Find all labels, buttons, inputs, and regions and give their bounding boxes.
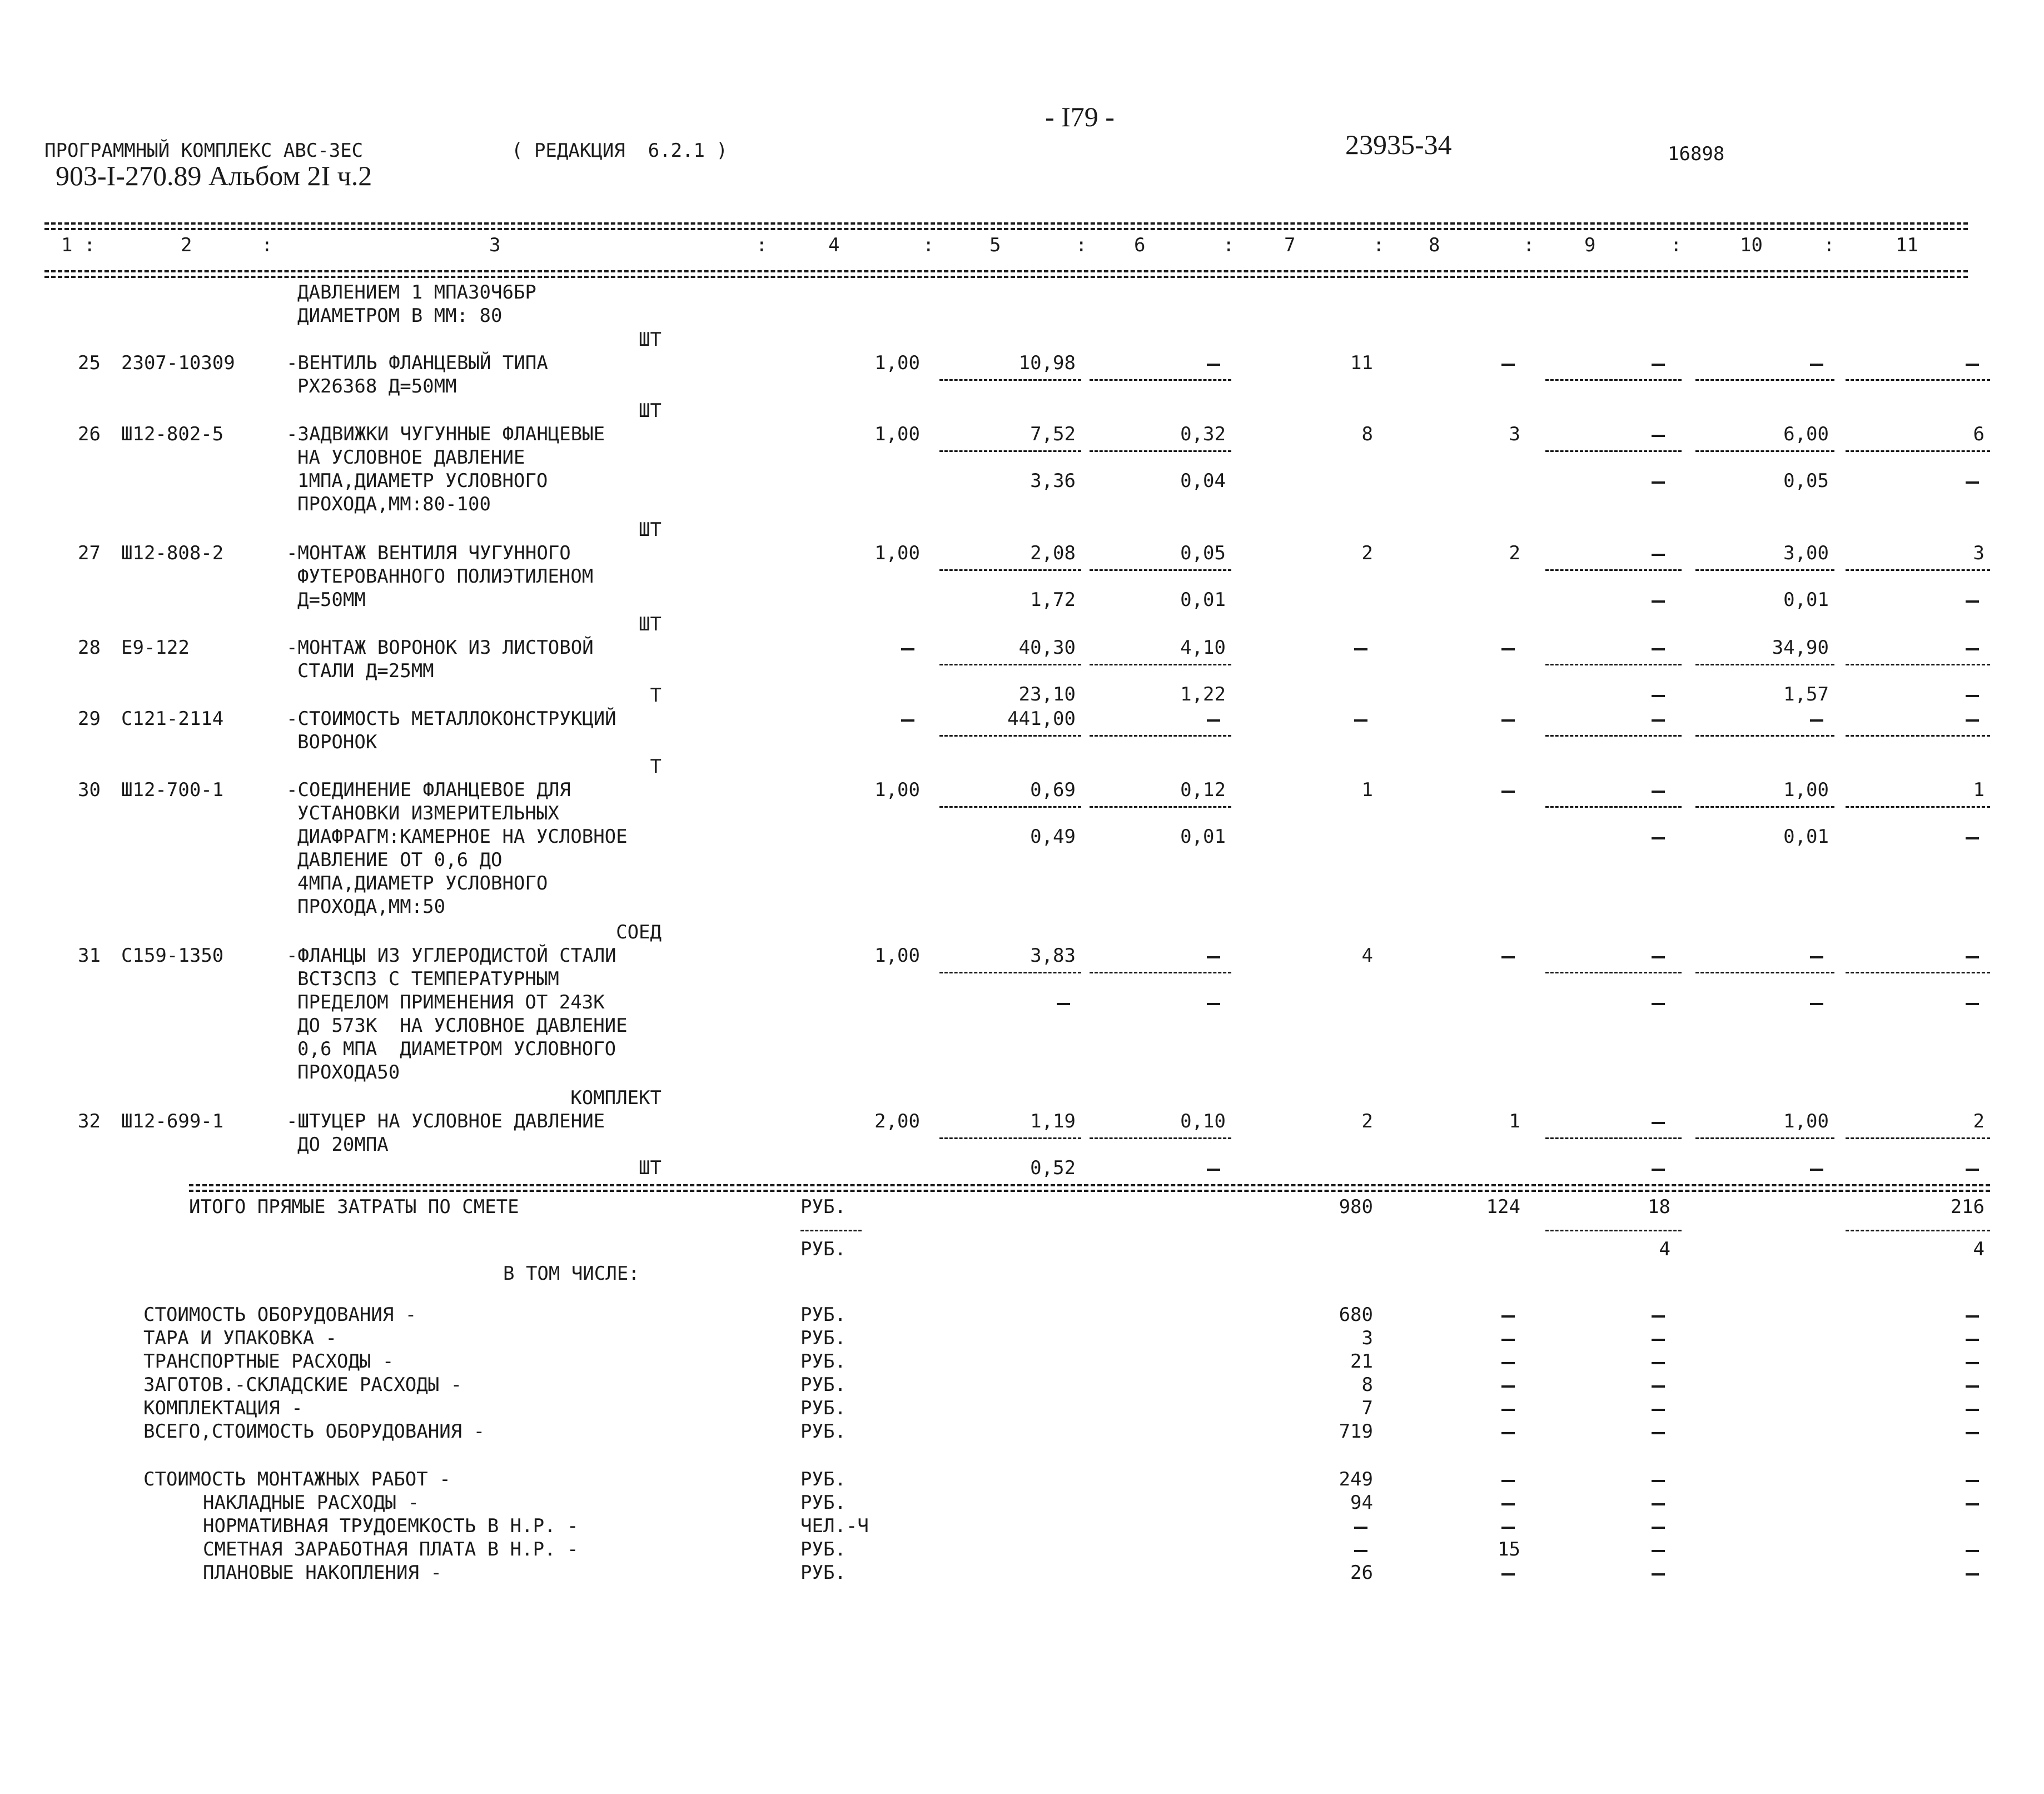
summary-labor-dash bbox=[1966, 1480, 1979, 1482]
total-machine-dash bbox=[1652, 435, 1665, 437]
total-machine-wages-dash bbox=[1652, 1169, 1665, 1171]
column-number: 11 bbox=[1896, 234, 1918, 256]
column-number: 2 bbox=[181, 234, 192, 256]
fraction-rule bbox=[1545, 1230, 1682, 1231]
fraction-rule bbox=[1846, 972, 1990, 973]
header-rule-bottom bbox=[44, 270, 1968, 272]
item-description: -СОЕДИНЕНИЕ ФЛАНЦЕВОЕ ДЛЯ bbox=[286, 779, 571, 801]
rate-code: Ш12-808-2 bbox=[121, 542, 224, 564]
labor-machine-total-dash bbox=[1966, 695, 1979, 697]
summary-labor-dash bbox=[1966, 1550, 1979, 1552]
unit-wages: 23,10 bbox=[1018, 683, 1076, 705]
unit-cost-total: 0,69 bbox=[1030, 779, 1076, 801]
fraction-rule bbox=[800, 1230, 862, 1231]
item-description: РХ26368 Д=50ММ bbox=[297, 375, 457, 397]
fraction-rule bbox=[939, 1137, 1081, 1139]
fraction-rule bbox=[1695, 1137, 1834, 1139]
column-number: 10 bbox=[1740, 234, 1763, 256]
total-wages-dash bbox=[1501, 956, 1515, 958]
unit-cost-total: 7,52 bbox=[1030, 423, 1076, 445]
summary-wages-dash bbox=[1501, 1573, 1515, 1576]
item-description: ФУТЕРОВАННОГО ПОЛИЭТИЛЕНОМ bbox=[297, 565, 594, 588]
item-number: 29 bbox=[78, 708, 101, 730]
total-machine-dash bbox=[1652, 1122, 1665, 1124]
item-description: 0,6 МПА ДИАМЕТРОМ УСЛОВНОГО bbox=[297, 1038, 616, 1060]
totals-unit: РУБ. bbox=[800, 1196, 846, 1218]
fraction-rule bbox=[1695, 569, 1834, 571]
summary-unit: РУБ. bbox=[800, 1350, 846, 1373]
labor-machine-unit: 0,05 bbox=[1783, 470, 1829, 492]
item-description: ДИАФРАГМ:КАМЕРНОЕ НА УСЛОВНОЕ bbox=[297, 826, 628, 848]
totals-machine: 18 bbox=[1648, 1196, 1670, 1218]
summary-label: КОМПЛЕКТАЦИЯ - bbox=[143, 1397, 303, 1419]
column-number: : bbox=[1823, 234, 1835, 256]
item-description: -ВЕНТИЛЬ ФЛАНЦЕВЫЙ ТИПА bbox=[286, 352, 548, 374]
column-number: : bbox=[1076, 234, 1087, 256]
item-number: 26 bbox=[78, 423, 101, 445]
labor-unit: 6,00 bbox=[1783, 423, 1829, 445]
header-rule-bottom-2 bbox=[44, 276, 1968, 278]
labor-machine-unit: 0,01 bbox=[1783, 826, 1829, 848]
item-description: -ФЛАНЦЫ ИЗ УГЛЕРОДИСТОЙ СТАЛИ bbox=[286, 945, 616, 967]
summary-cost: 26 bbox=[1350, 1562, 1373, 1584]
fraction-rule bbox=[1090, 569, 1231, 571]
summary-unit: РУБ. bbox=[800, 1397, 846, 1419]
summary-machine-dash bbox=[1652, 1527, 1665, 1529]
summary-unit: РУБ. bbox=[800, 1304, 846, 1326]
column-number: : bbox=[1523, 234, 1535, 256]
total-wages-dash bbox=[1501, 648, 1515, 650]
fraction-rule bbox=[1545, 450, 1682, 452]
column-number: : bbox=[923, 234, 934, 256]
total-wages: 2 bbox=[1509, 542, 1520, 564]
total-cost: 2 bbox=[1361, 542, 1373, 564]
labor-machine-total-dash bbox=[1966, 1169, 1979, 1171]
item-number: 28 bbox=[78, 637, 101, 659]
total-machine-dash bbox=[1652, 648, 1665, 650]
summary-labor-dash bbox=[1966, 1573, 1979, 1576]
summary-cost: 21 bbox=[1350, 1350, 1373, 1373]
fraction-rule bbox=[939, 806, 1081, 808]
unit-machine-wages: 0,01 bbox=[1180, 589, 1226, 611]
summary-machine-dash bbox=[1652, 1432, 1665, 1434]
labor-unit-dash bbox=[1810, 364, 1823, 366]
fraction-rule bbox=[1846, 379, 1990, 381]
item-description: ПРОХОДА,ММ:80-100 bbox=[297, 493, 491, 515]
total-machine-dash bbox=[1652, 554, 1665, 556]
column-number: 8 bbox=[1429, 234, 1440, 256]
totals-label: ИТОГО ПРЯМЫЕ ЗАТРАТЫ ПО СМЕТЕ bbox=[189, 1196, 519, 1218]
fraction-rule bbox=[1545, 379, 1682, 381]
summary-label: СТОИМОСТЬ МОНТАЖНЫХ РАБОТ - bbox=[143, 1468, 451, 1490]
summary-unit: ЧЕЛ.-Ч bbox=[800, 1515, 869, 1537]
quantity: 1,00 bbox=[874, 542, 920, 564]
column-number: : bbox=[1223, 234, 1235, 256]
item-description: ДИАМЕТРОМ В ММ: 80 bbox=[297, 305, 503, 327]
fraction-rule bbox=[1695, 664, 1834, 665]
item-description: 4МПА,ДИАМЕТР УСЛОВНОГО bbox=[297, 872, 548, 894]
quantity: 1,00 bbox=[874, 945, 920, 967]
total-wages-dash bbox=[1501, 719, 1515, 722]
summary-cost-dash bbox=[1354, 1550, 1367, 1552]
edition-label: ( РЕДАКЦИЯ 6.2.1 ) bbox=[511, 140, 728, 162]
labor-total: 3 bbox=[1973, 542, 1985, 564]
quantity: 2,00 bbox=[874, 1110, 920, 1132]
total-cost: 8 bbox=[1361, 423, 1373, 445]
fraction-rule bbox=[939, 972, 1081, 973]
labor-machine-unit-dash bbox=[1810, 1003, 1823, 1005]
unit-wages: 0,52 bbox=[1030, 1157, 1076, 1179]
column-number: 7 bbox=[1284, 234, 1296, 256]
document-number: 16898 bbox=[1668, 143, 1725, 165]
total-cost: 11 bbox=[1350, 352, 1373, 374]
item-number: 30 bbox=[78, 779, 101, 801]
fraction-rule bbox=[1090, 379, 1231, 381]
rate-code: Ш12-699-1 bbox=[121, 1110, 224, 1132]
item-description: СТАЛИ Д=25ММ bbox=[297, 660, 434, 682]
summary-labor-dash bbox=[1966, 1362, 1979, 1364]
rate-code: С159-1350 bbox=[121, 945, 224, 967]
unit-wages-dash bbox=[1057, 1003, 1070, 1005]
fraction-rule bbox=[1545, 569, 1682, 571]
item-number: 31 bbox=[78, 945, 101, 967]
unit-cost-machine: 0,32 bbox=[1180, 423, 1226, 445]
item-number: 25 bbox=[78, 352, 101, 374]
total-cost-dash bbox=[1354, 719, 1367, 722]
unit-machine-wages-dash bbox=[1207, 1003, 1220, 1005]
labor-total-dash bbox=[1966, 956, 1979, 958]
total-cost: 1 bbox=[1361, 779, 1373, 801]
unit-wages: 3,36 bbox=[1030, 470, 1076, 492]
labor-unit: 1,00 bbox=[1783, 779, 1829, 801]
labor-total: 2 bbox=[1973, 1110, 1985, 1132]
summary-wages-dash bbox=[1501, 1385, 1515, 1388]
labor-machine-unit-dash bbox=[1810, 1169, 1823, 1171]
item-description: ПРОХОДА50 bbox=[297, 1061, 400, 1084]
item-number: 27 bbox=[78, 542, 101, 564]
fraction-rule bbox=[1695, 450, 1834, 452]
unit-label: КОМПЛЕКТ bbox=[570, 1087, 662, 1109]
unit-label: Т bbox=[650, 756, 662, 778]
summary-cost: 7 bbox=[1361, 1397, 1373, 1419]
unit-cost-machine-dash bbox=[1207, 956, 1220, 958]
total-machine-dash bbox=[1652, 791, 1665, 793]
unit-cost-machine: 0,10 bbox=[1180, 1110, 1226, 1132]
column-number: 1 : bbox=[61, 234, 96, 256]
summary-wages-dash bbox=[1501, 1315, 1515, 1318]
document-code: 23935-34 bbox=[1345, 129, 1452, 160]
summary-cost: 94 bbox=[1350, 1492, 1373, 1514]
unit-cost-total: 1,19 bbox=[1030, 1110, 1076, 1132]
total-machine-wages-dash bbox=[1652, 1003, 1665, 1005]
summary-machine-dash bbox=[1652, 1503, 1665, 1505]
fraction-rule bbox=[1846, 569, 1990, 571]
summary-wages-dash bbox=[1501, 1480, 1515, 1482]
total-machine-wages-dash bbox=[1652, 481, 1665, 484]
unit-label: Т bbox=[650, 684, 662, 707]
fraction-rule bbox=[1846, 664, 1990, 665]
total-wages: 3 bbox=[1509, 423, 1520, 445]
unit-label: ШТ bbox=[639, 400, 662, 422]
fraction-rule bbox=[1695, 806, 1834, 808]
fraction-rule bbox=[1545, 972, 1682, 973]
summary-wages-dash bbox=[1501, 1339, 1515, 1341]
labor-total: 1 bbox=[1973, 779, 1985, 801]
summary-cost: 8 bbox=[1361, 1374, 1373, 1396]
rate-code: Е9-122 bbox=[121, 637, 190, 659]
labor-unit-dash bbox=[1810, 956, 1823, 958]
fraction-rule bbox=[1545, 664, 1682, 665]
total-cost: 2 bbox=[1361, 1110, 1373, 1132]
labor-machine-total-dash bbox=[1966, 837, 1979, 839]
unit-cost-machine: 4,10 bbox=[1180, 637, 1226, 659]
summary-unit: РУБ. bbox=[800, 1374, 846, 1396]
item-description: -МОНТАЖ ВЕНТИЛЯ ЧУГУННОГО bbox=[286, 542, 571, 564]
fraction-rule bbox=[1090, 806, 1231, 808]
summary-label: ТРАНСПОРТНЫЕ РАСХОДЫ - bbox=[143, 1350, 394, 1373]
item-description: -СТОИМОСТЬ МЕТАЛЛОКОНСТРУКЦИЙ bbox=[286, 708, 616, 730]
fraction-rule bbox=[939, 664, 1081, 665]
unit-machine-wages: 1,22 bbox=[1180, 683, 1226, 705]
unit-machine-wages: 0,01 bbox=[1180, 826, 1226, 848]
fraction-rule bbox=[939, 450, 1081, 452]
fraction-rule bbox=[1695, 379, 1834, 381]
totals-labor: 216 bbox=[1950, 1196, 1985, 1218]
summary-labor-dash bbox=[1966, 1432, 1979, 1434]
total-cost-dash bbox=[1354, 648, 1367, 650]
labor-unit: 1,00 bbox=[1783, 1110, 1829, 1132]
fraction-rule bbox=[1090, 972, 1231, 973]
unit-cost-machine: 0,05 bbox=[1180, 542, 1226, 564]
summary-label: ПЛАНОВЫЕ НАКОПЛЕНИЯ - bbox=[203, 1562, 442, 1584]
summary-label: ТАРА И УПАКОВКА - bbox=[143, 1327, 337, 1349]
summary-cost-dash bbox=[1354, 1527, 1367, 1529]
fraction-rule bbox=[1090, 450, 1231, 452]
quantity: 1,00 bbox=[874, 423, 920, 445]
labor-unit: 34,90 bbox=[1772, 637, 1829, 659]
summary-machine-dash bbox=[1652, 1315, 1665, 1318]
column-number: 3 bbox=[489, 234, 501, 256]
column-number: 5 bbox=[989, 234, 1001, 256]
quantity-dash bbox=[901, 648, 914, 650]
summary-label: НОРМАТИВНАЯ ТРУДОЕМКОСТЬ В Н.Р. - bbox=[203, 1515, 579, 1537]
item-description: ВОРОНОК bbox=[297, 731, 377, 753]
labor-total-dash bbox=[1966, 648, 1979, 650]
page-number: - I79 - bbox=[1045, 101, 1115, 132]
summary-wages-dash bbox=[1501, 1432, 1515, 1434]
fraction-rule bbox=[939, 735, 1081, 737]
item-description: ДАВЛЕНИЕ ОТ 0,6 ДО bbox=[297, 849, 503, 871]
summary-label: СМЕТНАЯ ЗАРАБОТНАЯ ПЛАТА В Н.Р. - bbox=[203, 1538, 579, 1561]
summary-unit: РУБ. bbox=[800, 1468, 846, 1490]
unit-machine-wages-dash bbox=[1207, 1169, 1220, 1171]
summary-wages-dash bbox=[1501, 1527, 1515, 1529]
fraction-rule bbox=[1846, 806, 1990, 808]
quantity-dash bbox=[901, 719, 914, 722]
rate-code: С121-2114 bbox=[121, 708, 224, 730]
labor-total-dash bbox=[1966, 364, 1979, 366]
item-number: 32 bbox=[78, 1110, 101, 1132]
unit-cost-total: 3,83 bbox=[1030, 945, 1076, 967]
unit-machine-wages: 0,04 bbox=[1180, 470, 1226, 492]
fraction-rule bbox=[1090, 735, 1231, 737]
fraction-rule bbox=[1090, 1137, 1231, 1139]
unit-cost-total: 2,08 bbox=[1030, 542, 1076, 564]
item-description: -ЗАДВИЖКИ ЧУГУННЫЕ ФЛАНЦЕВЫЕ bbox=[286, 423, 605, 445]
summary-labor-dash bbox=[1966, 1315, 1979, 1318]
summary-wages-dash bbox=[1501, 1409, 1515, 1411]
total-wages-dash bbox=[1501, 364, 1515, 366]
column-number: : bbox=[261, 234, 273, 256]
item-description: -ШТУЦЕР НА УСЛОВНОЕ ДАВЛЕНИЕ bbox=[286, 1110, 605, 1132]
fraction-rule bbox=[1090, 664, 1231, 665]
column-number: : bbox=[1373, 234, 1385, 256]
rate-code: 2307-10309 bbox=[121, 352, 235, 374]
summary-cost: 719 bbox=[1339, 1420, 1373, 1443]
item-description: ДО 573К НА УСЛОВНОЕ ДАВЛЕНИЕ bbox=[297, 1015, 628, 1037]
summary-machine-dash bbox=[1652, 1409, 1665, 1411]
fraction-rule bbox=[1545, 1137, 1682, 1139]
item-description: ВСТ3СП3 С ТЕМПЕРАТУРНЫМ bbox=[297, 968, 559, 990]
unit-cost-total: 10,98 bbox=[1018, 352, 1076, 374]
column-number: : bbox=[756, 234, 768, 256]
fraction-rule bbox=[1846, 450, 1990, 452]
summary-labor-dash bbox=[1966, 1385, 1979, 1388]
item-description: -МОНТАЖ ВОРОНОК ИЗ ЛИСТОВОЙ bbox=[286, 637, 594, 659]
item-description: 1МПА,ДИАМЕТР УСЛОВНОГО bbox=[297, 470, 548, 492]
rate-code: Ш12-700-1 bbox=[121, 779, 224, 801]
item-description: ПРОХОДА,ММ:50 bbox=[297, 896, 446, 918]
fraction-rule bbox=[1695, 735, 1834, 737]
total-machine-dash bbox=[1652, 719, 1665, 722]
unit-cost-machine: 0,12 bbox=[1180, 779, 1226, 801]
quantity: 1,00 bbox=[874, 352, 920, 374]
labor-total: 6 bbox=[1973, 423, 1985, 445]
summary-cost: 3 bbox=[1361, 1327, 1373, 1349]
labor-machine-total-dash bbox=[1966, 600, 1979, 603]
fraction-rule bbox=[1695, 972, 1834, 973]
summary-label: НАКЛАДНЫЕ РАСХОДЫ - bbox=[203, 1492, 419, 1514]
unit-label: ШТ bbox=[639, 519, 662, 541]
fraction-rule bbox=[1846, 735, 1990, 737]
total-machine-wages-dash bbox=[1652, 695, 1665, 697]
fraction-rule bbox=[939, 379, 1081, 381]
rate-code: Ш12-802-5 bbox=[121, 423, 224, 445]
item-description: ДАВЛЕНИЕМ 1 МПА30Ч6БР bbox=[297, 281, 536, 304]
header-rule-top-2 bbox=[44, 228, 1968, 230]
summary-machine-dash bbox=[1652, 1480, 1665, 1482]
fraction-rule bbox=[1846, 1230, 1990, 1231]
unit-label: ШТ bbox=[639, 1157, 662, 1179]
unit-wages: 0,49 bbox=[1030, 826, 1076, 848]
column-number: 6 bbox=[1134, 234, 1146, 256]
total-wages-dash bbox=[1501, 791, 1515, 793]
totals-cost: 980 bbox=[1339, 1196, 1373, 1218]
totals-machine-wages: 4 bbox=[1659, 1238, 1670, 1260]
totals-rule bbox=[189, 1190, 1990, 1192]
summary-unit: РУБ. bbox=[800, 1492, 846, 1514]
summary-labor-dash bbox=[1966, 1503, 1979, 1505]
total-machine-dash bbox=[1652, 956, 1665, 958]
labor-machine-unit: 1,57 bbox=[1783, 683, 1829, 705]
album-label: 903-I-270.89 Альбом 2I ч.2 bbox=[56, 160, 372, 191]
totals-rule bbox=[189, 1184, 1990, 1186]
labor-machine-unit: 0,01 bbox=[1783, 589, 1829, 611]
summary-machine-dash bbox=[1652, 1362, 1665, 1364]
labor-machine-total-dash bbox=[1966, 481, 1979, 484]
summary-cost: 680 bbox=[1339, 1304, 1373, 1326]
unit-label: ШТ bbox=[639, 613, 662, 635]
item-description: НА УСЛОВНОЕ ДАВЛЕНИЕ bbox=[297, 446, 525, 469]
item-description: ПРЕДЕЛОМ ПРИМЕНЕНИЯ ОТ 243К bbox=[297, 991, 605, 1013]
totals-wages: 124 bbox=[1486, 1196, 1520, 1218]
total-machine-wages-dash bbox=[1652, 837, 1665, 839]
including-label: В ТОМ ЧИСЛЕ: bbox=[503, 1263, 640, 1285]
unit-wages: 1,72 bbox=[1030, 589, 1076, 611]
total-cost: 4 bbox=[1361, 945, 1373, 967]
total-wages: 1 bbox=[1509, 1110, 1520, 1132]
labor-total-dash bbox=[1966, 719, 1979, 722]
unit-cost-machine-dash bbox=[1207, 364, 1220, 366]
total-machine-wages-dash bbox=[1652, 600, 1665, 603]
fraction-rule bbox=[1545, 735, 1682, 737]
summary-wages-dash bbox=[1501, 1362, 1515, 1364]
totals-labor-machine: 4 bbox=[1973, 1238, 1985, 1260]
fraction-rule bbox=[1545, 806, 1682, 808]
summary-unit: РУБ. bbox=[800, 1538, 846, 1561]
header-rule-top bbox=[44, 222, 1968, 225]
column-number: 9 bbox=[1584, 234, 1596, 256]
unit-cost-total: 441,00 bbox=[1007, 708, 1076, 730]
summary-label: СТОИМОСТЬ ОБОРУДОВАНИЯ - bbox=[143, 1304, 417, 1326]
summary-label: ЗАГОТОВ.-СКЛАДСКИЕ РАСХОДЫ - bbox=[143, 1374, 462, 1396]
unit-cost-machine-dash bbox=[1207, 719, 1220, 722]
summary-machine-dash bbox=[1652, 1339, 1665, 1341]
summary-wages-dash bbox=[1501, 1503, 1515, 1505]
summary-machine-dash bbox=[1652, 1573, 1665, 1576]
summary-machine-dash bbox=[1652, 1385, 1665, 1388]
summary-unit: РУБ. bbox=[800, 1562, 846, 1584]
summary-unit: РУБ. bbox=[800, 1420, 846, 1443]
labor-unit-dash bbox=[1810, 719, 1823, 722]
total-machine-dash bbox=[1652, 364, 1665, 366]
summary-wages: 15 bbox=[1498, 1538, 1520, 1561]
unit-label: СОЕД bbox=[616, 921, 662, 943]
totals-unit: РУБ. bbox=[800, 1238, 846, 1260]
summary-machine-dash bbox=[1652, 1550, 1665, 1552]
quantity: 1,00 bbox=[874, 779, 920, 801]
item-description: Д=50ММ bbox=[297, 589, 366, 611]
column-number: 4 bbox=[828, 234, 840, 256]
summary-unit: РУБ. bbox=[800, 1327, 846, 1349]
fraction-rule bbox=[939, 569, 1081, 571]
fraction-rule bbox=[1846, 1137, 1990, 1139]
summary-labor-dash bbox=[1966, 1409, 1979, 1411]
unit-label: ШТ bbox=[639, 329, 662, 351]
item-description: ДО 20МПА bbox=[297, 1134, 389, 1156]
summary-labor-dash bbox=[1966, 1339, 1979, 1341]
item-description: УСТАНОВКИ ИЗМЕРИТЕЛЬНЫХ bbox=[297, 802, 559, 824]
column-number: : bbox=[1670, 234, 1682, 256]
summary-cost: 249 bbox=[1339, 1468, 1373, 1490]
program-name: ПРОГРАММНЫЙ КОМПЛЕКС АВС-3ЕС bbox=[44, 140, 364, 162]
labor-machine-total-dash bbox=[1966, 1003, 1979, 1005]
labor-unit: 3,00 bbox=[1783, 542, 1829, 564]
unit-cost-total: 40,30 bbox=[1018, 637, 1076, 659]
summary-label: ВСЕГО,СТОИМОСТЬ ОБОРУДОВАНИЯ - bbox=[143, 1420, 485, 1443]
